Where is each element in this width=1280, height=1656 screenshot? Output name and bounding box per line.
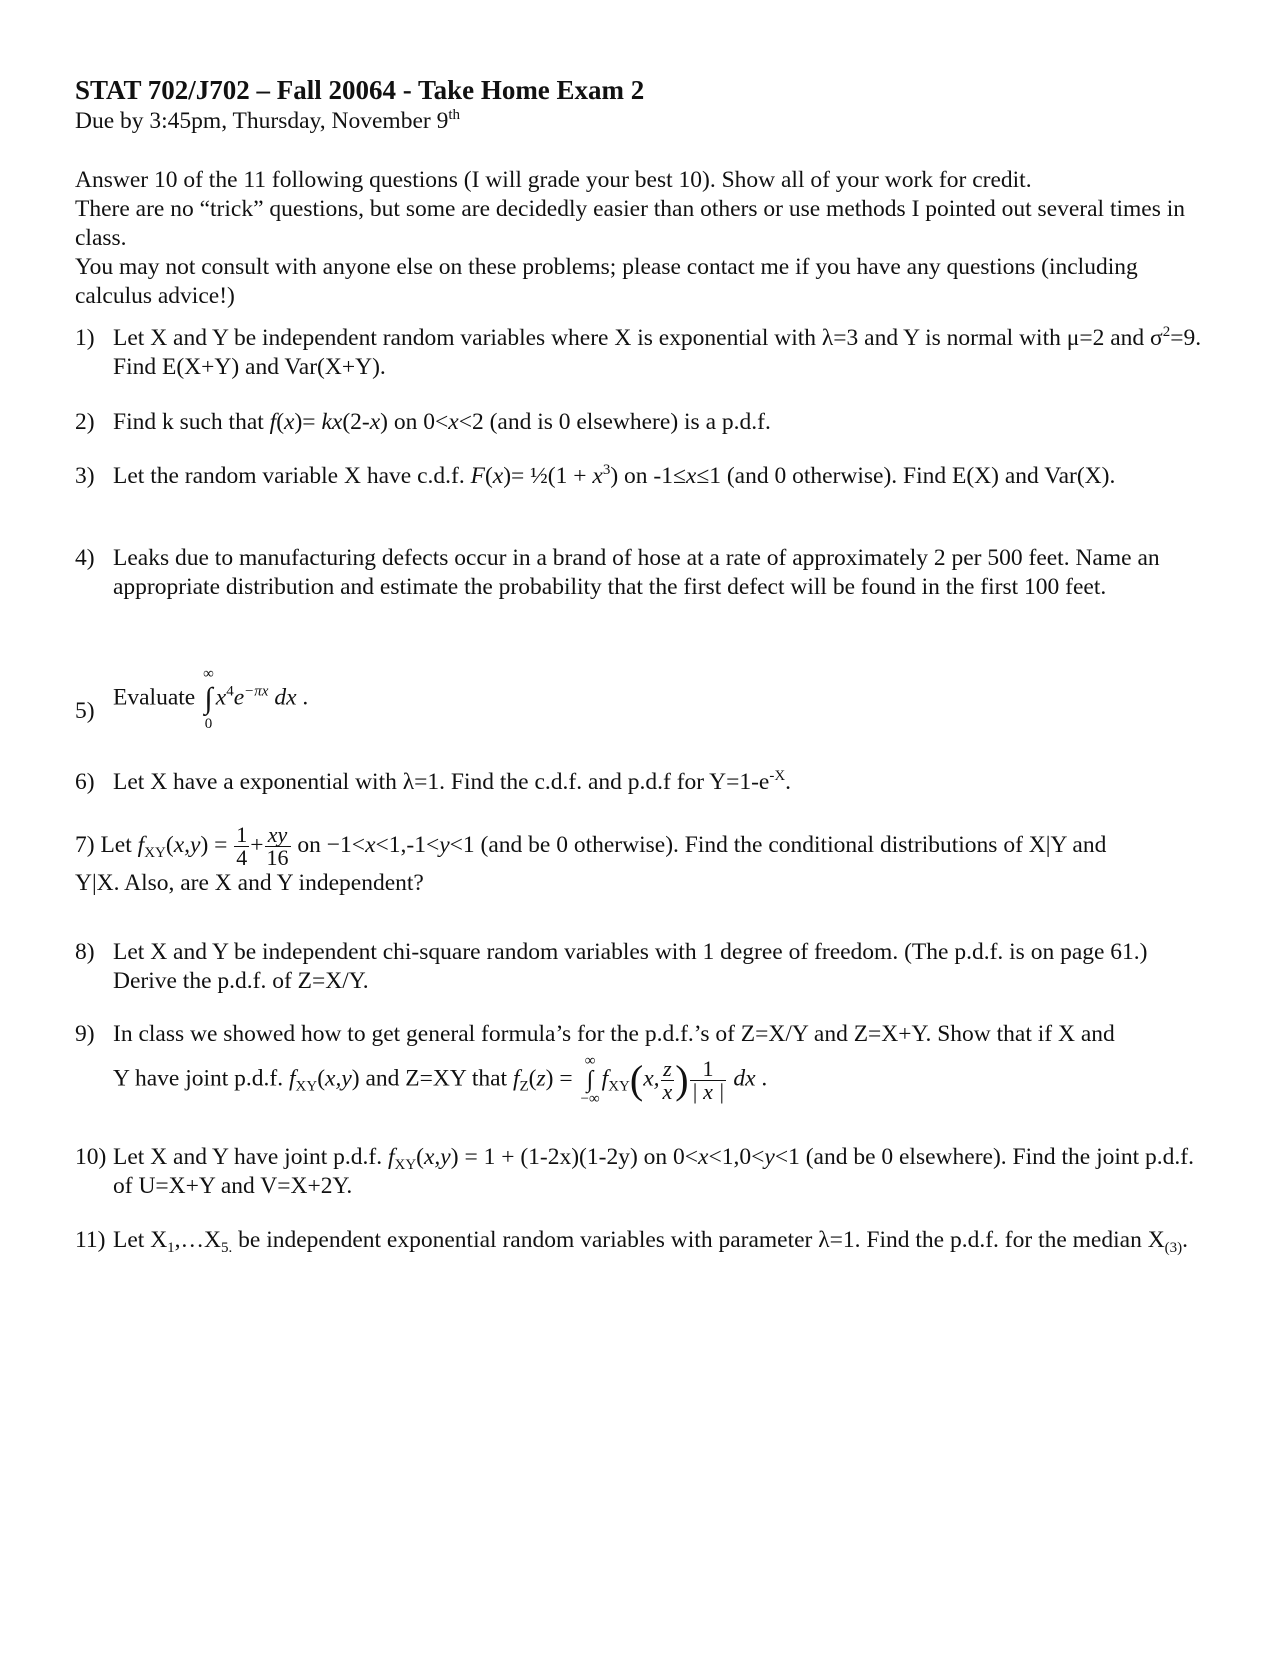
integral-sign: ∞ ∫ −∞ <box>580 1053 600 1107</box>
question-3: 3) Let the random variable X have c.d.f. F(x)= ½(1 + $x^3$) on -1≤x≤1 (and 0 otherwise). Find E(X) and Var(X). <box>75 462 1116 489</box>
due-date: Due by 3:45pm, Thursday, November 9th <box>75 107 460 134</box>
question-8: 8) Let X and Y be independent chi-square random variables with 1 degree of freedom. (The p.d.f. is on page 61.) Derive the p.d.f. of Z=X/Y. <box>75 939 1148 994</box>
question-5: 5) Evaluate ∞ ∫ 0 $x^4e^{-\pi x}$ dx . <box>75 666 309 732</box>
question-2: 2) Find k such that f(x)= kx(2-x) on 0<x<2 (and is 0 elsewhere) is a p.d.f. <box>75 409 771 435</box>
question-10: 10) Let X and Y have joint p.d.f. $f_{XY}(x,y) = 1 + (1-2x)(1-2y)$ on 0<x<1,0<y<1 (and be 0 elsewhere). Find the joint p.d.f. of U=X+Y and V=X+2Y. <box>75 1144 1194 1199</box>
instruction-line: There are no “trick” questions, but some are decidedly easier than others or use methods I pointed out several times in class. <box>75 196 1186 251</box>
fraction: $\frac{z}{x}$ <box>662 1055 673 1104</box>
fraction: $\frac{1}{4}$ <box>236 822 248 870</box>
question-7: 7) Let $f_{XY}(x,y)$ = $\frac{1}{4}$ + $\frac{xy}{16}$ on −1<x<1,-1<y<1 (and be 0 otherwise). Find the conditional distributions of X|Y and Y|X. Also, are X and Y independent? <box>75 822 1107 896</box>
instructions <box>75 166 1205 311</box>
fraction: $\frac{xy}{16}$ <box>266 822 289 870</box>
question-9: 9) In class we showed how to get general formula’s for the p.d.f.’s of Z=X/Y and Z=X+Y. Show that if X and Y have joint p.d.f. $f_{XY}(x,y)$ and Z=XY that $f_Z(z)$ = ∞ ∫ −∞ $f_{XY}(x$, $\frac{z}{x}$ ) $\frac{1}{| x |}$ dx . <box>75 1021 1115 1107</box>
instruction-line: Answer 10 of the 11 following questions (I will grade your best 10). Show all of your work for credit. <box>75 167 1032 193</box>
question-1: 1) Let X and Y be independent random variables where X is exponential with λ=3 and Y is normal with μ=2 and $\sigma^2=9$. Find E(X+Y) and Var(X+Y). <box>75 324 1202 380</box>
question-11: 11) Let $X_1,\dots X_{5.}$ be independent exponential random variables with parameter λ=1. Find the p.d.f. for the median $X_{(3)}$. <box>75 1227 1189 1256</box>
question-6: 6) Let X have a exponential with λ=1. Find the c.d.f. and p.d.f for $Y=1-e^{-X}$. <box>75 768 792 795</box>
integral-sign: ∞ ∫ 0 <box>203 666 214 732</box>
question-4: 4) Leaks due to manufacturing defects occur in a brand of hose at a rate of approximately 2 per 500 feet. Name an appropriate distribution and estimate the probability that the first defect will be found in the first 100 feet. <box>75 545 1160 600</box>
instruction-line: You may not consult with anyone else on these problems; please contact me if you have any questions (including calculus advice!) <box>75 254 1138 309</box>
fraction: $\frac{1}{| x |}$ <box>691 1055 725 1104</box>
exam-title: STAT 702/J702 – Fall 20064 - Take Home Exam 2 <box>75 75 645 105</box>
